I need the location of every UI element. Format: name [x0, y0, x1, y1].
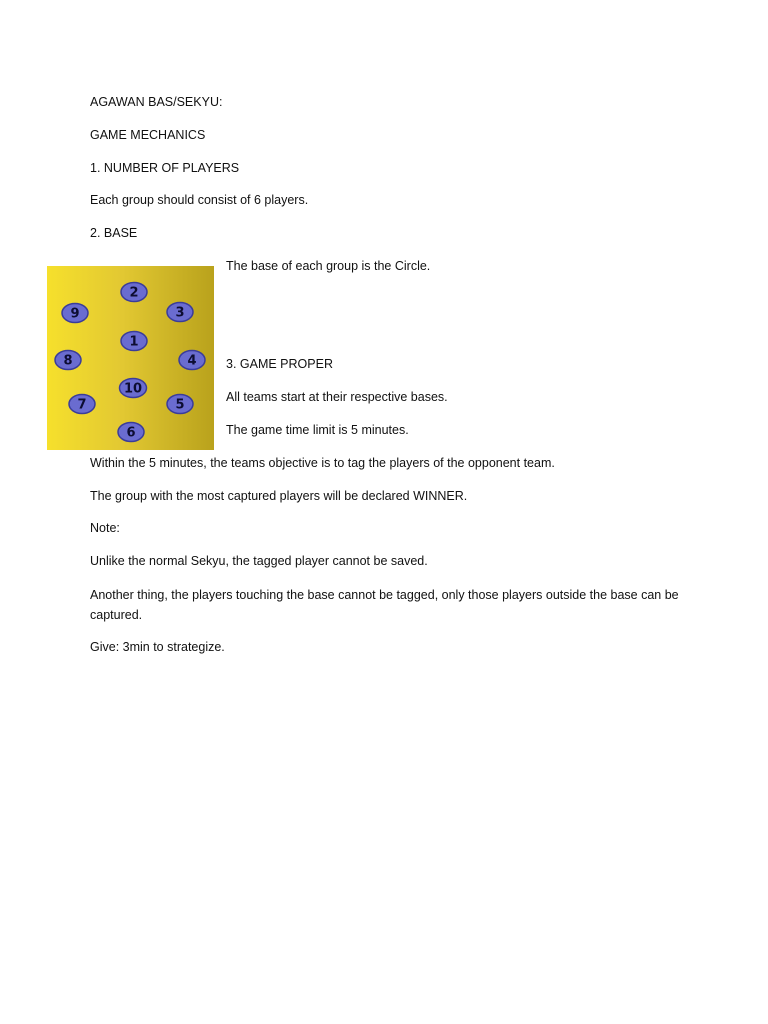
document-title: AGAWAN BAS/SEKYU:	[90, 95, 223, 109]
game-proper-line: All teams start at their respective bases.	[226, 390, 448, 404]
base-diagram	[47, 266, 214, 450]
circle-5	[167, 395, 193, 414]
circle-label: 6	[126, 425, 136, 441]
game-proper-heading: 3. GAME PROPER	[226, 357, 333, 371]
circle-label: 1	[129, 334, 139, 350]
circle-8	[55, 351, 81, 370]
circle-label: 3	[175, 305, 185, 321]
note-line: Give: 3min to strategize.	[90, 640, 225, 654]
circle-6	[118, 423, 144, 442]
players-heading: 1. NUMBER OF PLAYERS	[90, 161, 240, 175]
circle-label: 8	[63, 353, 73, 369]
section-heading: GAME MECHANICS	[90, 128, 206, 142]
base-text: The base of each group is the Circle.	[226, 259, 431, 273]
players-text: Each group should consist of 6 players.	[90, 193, 309, 207]
base-diagram-svg	[47, 266, 214, 450]
circle-7	[69, 395, 95, 414]
circle-label: 7	[77, 397, 87, 413]
circle-label: 2	[129, 285, 139, 301]
circle-9	[62, 304, 88, 323]
circle-label: 4	[187, 353, 197, 369]
note-line: Another thing, the players touching the base cannot be tagged, only those players outside the base can be captured.	[90, 588, 679, 622]
circle-1	[121, 332, 147, 351]
base-heading: 2. BASE	[90, 226, 138, 240]
game-proper-line: The group with the most captured players will be declared WINNER.	[90, 489, 468, 503]
circle-2	[121, 283, 147, 302]
note-label: Note:	[90, 521, 120, 535]
game-proper-line: The game time limit is 5 minutes.	[226, 423, 409, 437]
note-line: Unlike the normal Sekyu, the tagged player cannot be saved.	[90, 554, 428, 568]
circle-3	[167, 303, 193, 322]
circle-10	[120, 379, 147, 398]
circle-label: 5	[175, 397, 185, 413]
game-proper-line: Within the 5 minutes, the teams objective is to tag the players of the opponent team.	[90, 456, 555, 470]
circle-label: 9	[70, 306, 80, 322]
circle-4	[179, 351, 205, 370]
circle-label: 10	[123, 381, 143, 397]
